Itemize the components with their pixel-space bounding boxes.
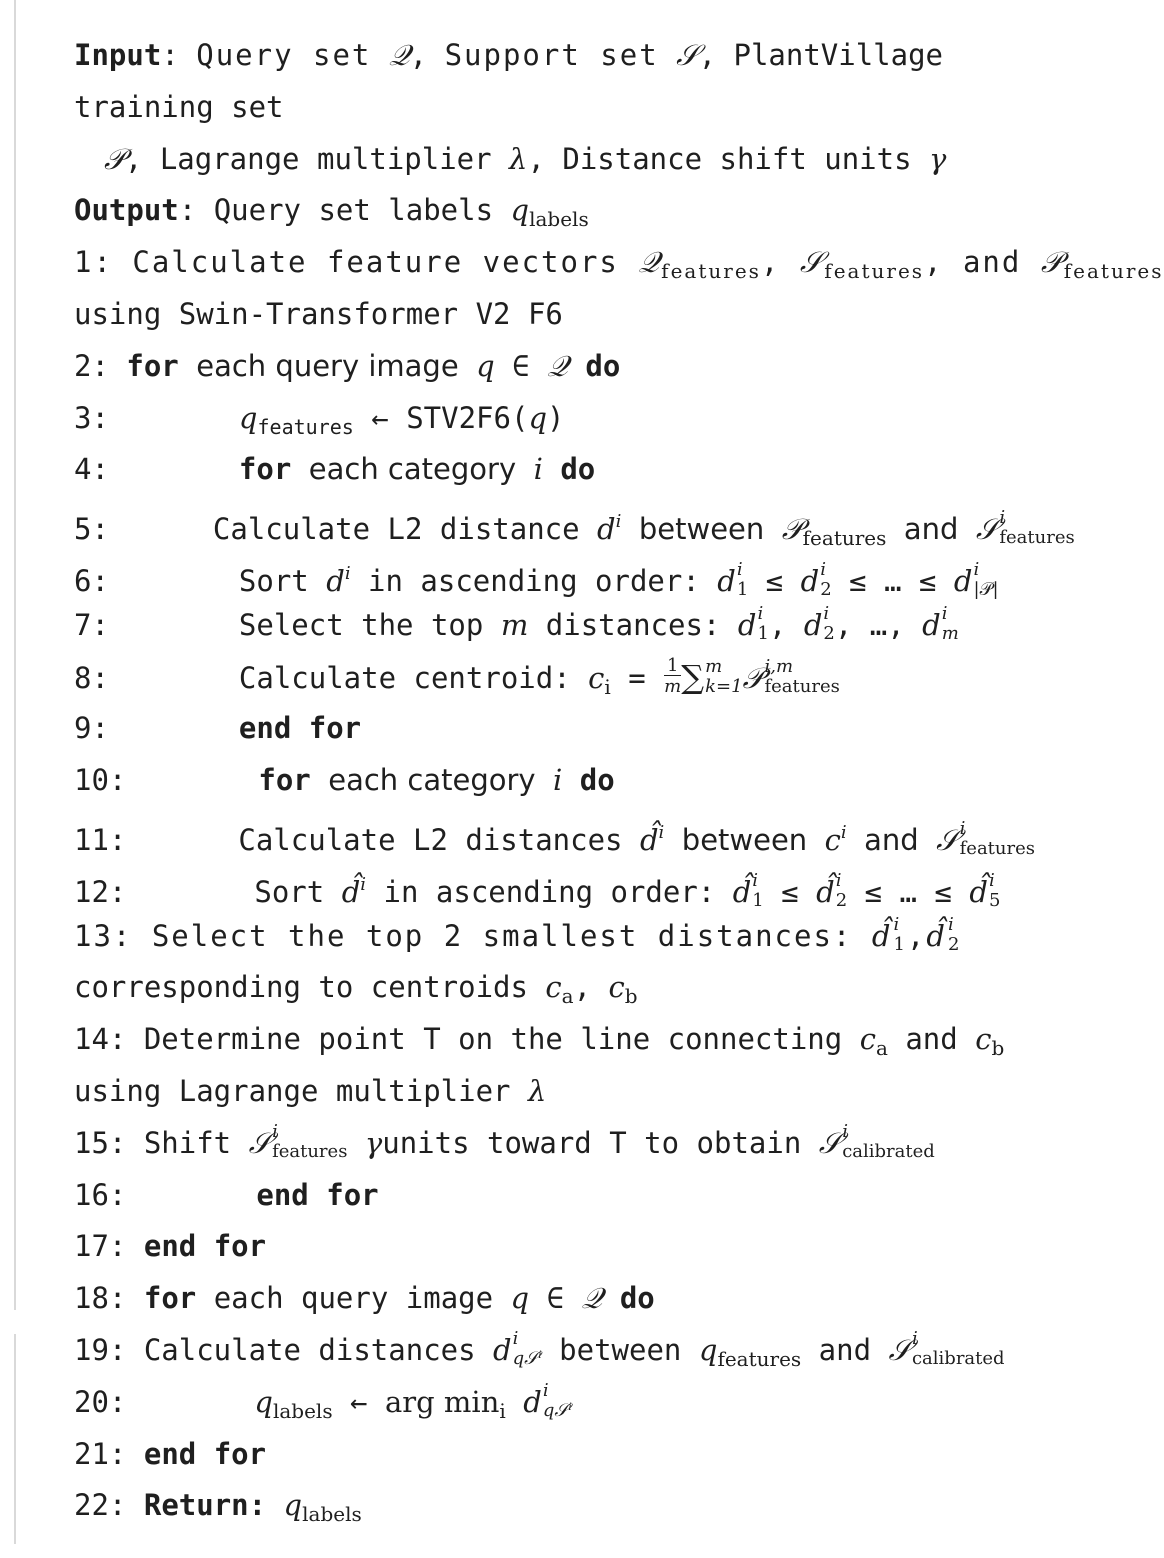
algo-line-15: 15: Shift 𝒮 i features γunits toward T to obtain 𝒮 i calibrated [74,1120,935,1162]
algo-line-11: 11: Calculate L2 distances d̂$^i$ between $c^i$ and 𝒮 i features [74,817,1035,859]
algo-line-13-cont: corresponding to centroids $c_a$, $c_b$ [74,970,638,1009]
algo-line-8: 8: Calculate centroid: $c_i$ = $\frac{1}{m}$ ∑ m k=1 𝒫 i,m features [74,655,840,699]
algo-line-9: 9: end for [74,711,362,746]
algo-line-16: 16: end for [74,1177,379,1212]
algo-input-line-3: 𝒫, Lagrange multiplier λ, Distance shift units γ [104,141,947,176]
algo-line-22: 22: Return: $q_{labels}$ [74,1488,362,1527]
algo-input-line: Input: Query set 𝒬, Support set 𝒮, PlantVillage [74,38,944,72]
algo-line-4: 4: for each category i do [74,452,596,487]
algo-line-12: 12: Sort d̂$^i$ in ascending order: d̂ i 1 ≤ d̂ i 2 ≤ … ≤ d̂ i 5 [74,869,1001,911]
algo-line-5: 5: Calculate L2 distance $d^i$ between 𝒫$_{features}$ and 𝒮 i features [74,507,1075,551]
algo-output-line: Output: Query set labels $q_{labels}$ [74,193,589,232]
algo-line-18: 18: for each query image q ∈ 𝒬 do [74,1281,655,1316]
algo-line-21: 21: end for [74,1436,267,1471]
algo-line-3: 3: $q_{features}$ ← STV2F6(q) [74,400,565,439]
algo-line-20: 20: $q_{labels}$ ← arg $\min_i d$ i q𝒮ⁱ [74,1379,572,1423]
algo-line-13: 13: Select the top 2 smallest distances: d̂ i 1 ,d̂ i 2 [74,913,962,955]
algo-input-line-2: training set [74,89,284,124]
left-margin-rule [14,0,16,1310]
algo-line-1: 1: Calculate feature vectors 𝒬$_{features}$, 𝒮$_{features}$, and 𝒫$_{features}$ [74,245,1164,284]
algo-line-17: 17: end for [74,1229,267,1264]
algo-line-14: 14: Determine point T on the line connecting $c_a$ and $c_b$ [74,1022,1005,1061]
algo-line-19: 19: Calculate distances d i q𝒮ⁱ between $q_{features}$ and 𝒮 i calibrated [74,1327,1005,1371]
algo-line-1-cont: using Swin-Transformer V2 F6 [74,296,563,331]
algo-line-14-cont: using Lagrange multiplier λ [74,1073,547,1108]
left-margin-rule-lower [14,1334,16,1544]
algo-line-2: 2: for each query image q ∈ 𝒬 do [74,348,621,383]
algo-line-6: 6: Sort $d^i$ in ascending order: d i 1 ≤ d i 2 ≤ … ≤ d i |𝒫| [74,558,999,600]
algorithm-block [74,30,1164,1532]
algo-line-10: 10: for each category i do [74,763,615,798]
algo-line-7: 7: Select the top m distances: d i 1 , d i 2 , …, d i m [74,602,959,644]
